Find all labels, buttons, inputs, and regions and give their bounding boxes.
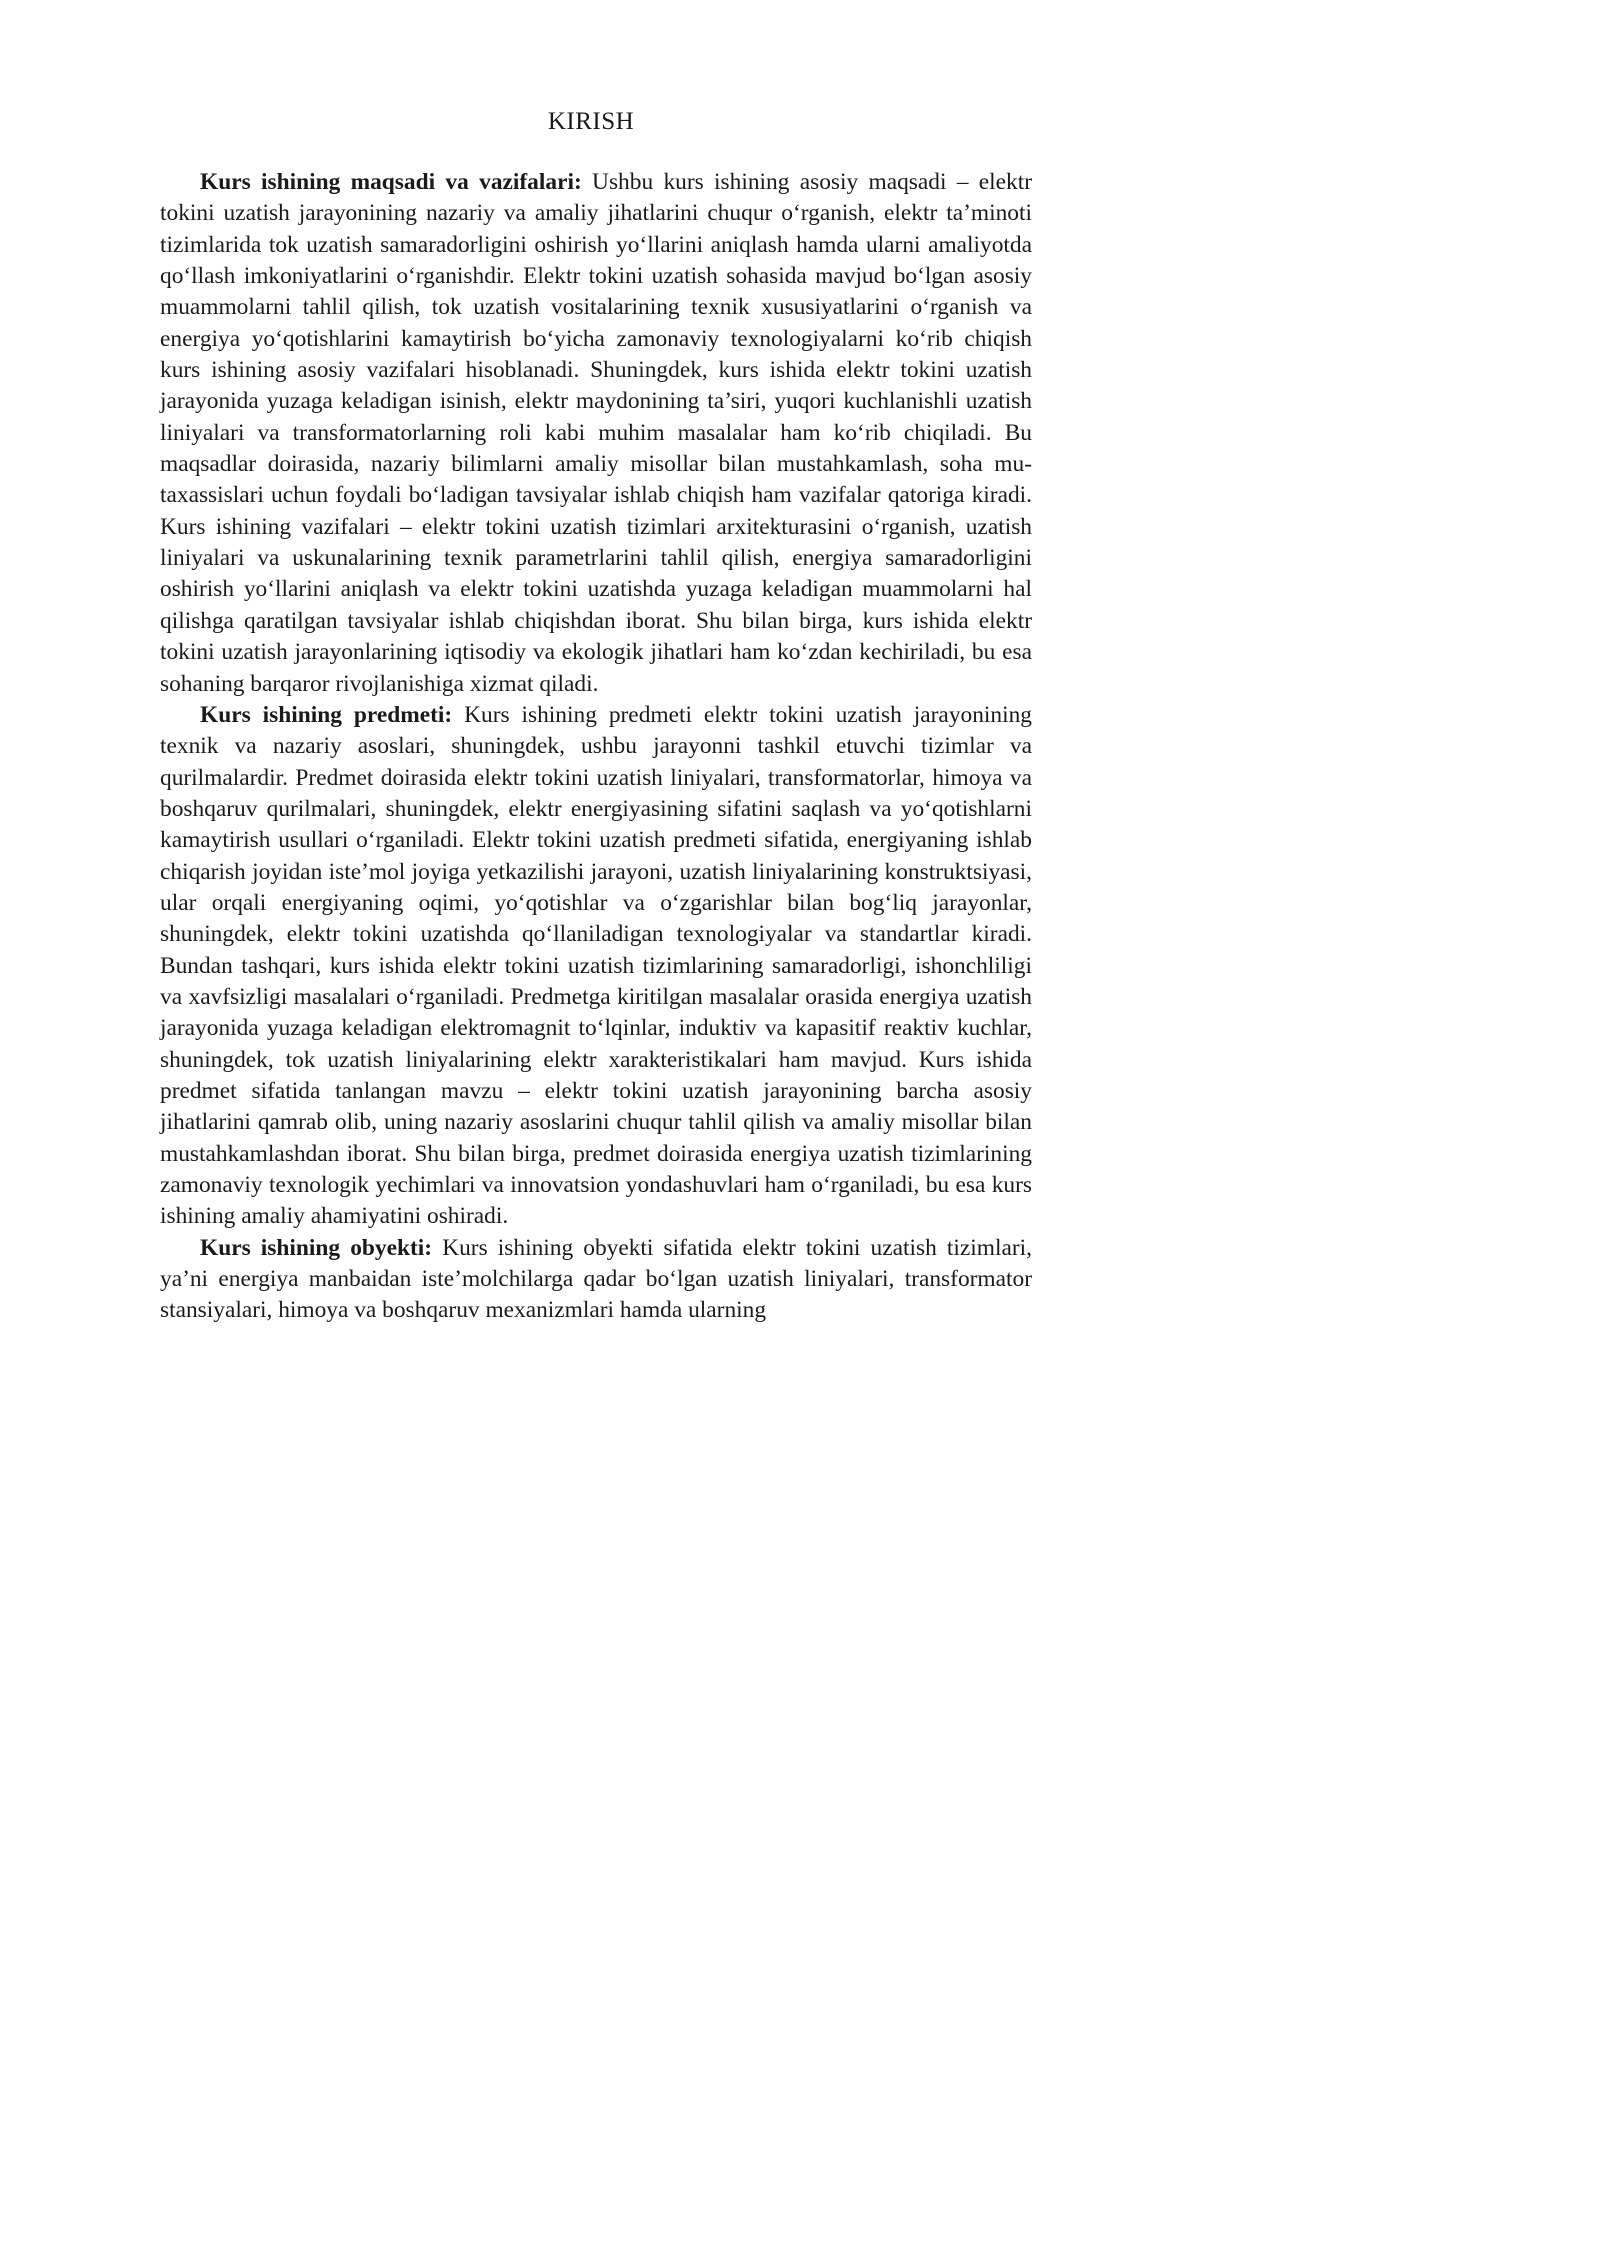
paragraph-text: Kurs ishining predmeti elektr tokini uzatish jarayonining texnik va nazariy asoslari, shuningdek, ushbu jarayonni tashkil etuvchi tizimlar va qurilmalardir. Predmet doirasida elektr tokini uzatish liniyalari, transformatorlar, himoya va boshqaruv qurilmalari, shuningdek, elektr energiyasining sifatini saqlash va yo‘qotishlarni kamaytirish usullari o‘rganiladi. Elektr tokini uzatish predmeti sifatida, energiyaning ishlab chiqarish joyidan iste’mol joyiga yetkazilishi jarayoni, uzatish liniyalarining konstruktsiyasi, ular orqali energiyaning oqimi, yo‘qotishlar va o‘zgarishlar bilan bog‘liq jarayonlar, shuningdek, elektr tokini uzatishda qo‘llaniladigan texnologiyalar va standartlar kiradi. Bundan tashqari, kurs ishida elektr tokini uzatish tizimlarining samaradorligi, ishonchliligi va xavfsizligi masalalari o‘rganiladi. Predmetga kiritilgan masalalar orasida energiya uzatish jarayonida yuzaga keladigan elektromagnit to‘lqinlar, induktiv va kapasitif reaktiv kuchlar, shuningdek, tok uzatish liniyalarining elektr xarakteristikalari ham mavjud. Kurs ishida predmet sifatida tanlangan mavzu – elektr tokini uzatish jarayonining barcha asosiy jihatlarini qamrab olib, uning nazariy asoslarini chuqur tahlil qilish va amaliy misollar bilan mustahkamlashdan iborat. Shu bilan birga, predmet doirasida energiya uzatish tizimlarining zamonaviy texnologik yechimlari va innovatsion yondashuvlari ham o‘rganiladi, bu esa kurs ishining amaliy ahamiyatini oshiradi. [160,701,1032,1230]
page-title: KIRISH [547,108,635,135]
paragraph-subject [160,700,1032,1233]
paragraph-heading: Kurs ishining obyekti: [200,1234,433,1261]
paragraph-heading: Kurs ishining maqsadi va vazifalari: [200,169,582,195]
paragraph-heading: Kurs ishining predmeti: [200,701,453,728]
document-body [160,167,1032,1327]
document-page [0,0,1103,1562]
paragraph-text: Ushbu kurs ishining asosiy maqsadi – elektr tokini uzatish jarayonining nazariy va amaliy jihatlarini chuqur o‘rganish, elektr ta’minoti tizimlarida tok uzatish samaradorligini oshirish yo‘llarini aniqlash hamda ularni amaliyotda qo‘llash imkoniyatlarini o‘rganishdir. Elektr tokini uzatish sohasida mavjud bo‘lgan asosiy muammolarni tahlil qilish, tok uzatish vositalarining texnik xususiyatlarini o‘rganish va energiya yo‘qotishlarini kamaytirish bo‘yicha zamonaviy texnologiyalarni ko‘rib chiqish kurs ishining asosiy vazifalari hisoblanadi. Shuningdek, kurs ishida elektr tokini uzatish jarayonida yuzaga keladigan isinish, elektr maydonining ta’siri, yuqori kuchlanishli uzatish liniyalari va transformatorlarning roli kabi muhim masalalar ham ko‘rib chiqiladi. Bu maqsadlar doirasida, nazariy bilimlarni amaliy misollar bilan mustahkamlash, soha mutaxassislari uchun foydali bo‘ladigan tavsiyalar ishlab chiqish ham vazifalar qatoriga kiradi. Kurs ishining vazifalari – elektr tokini uzatish tizimlari arxitekturasini o‘rganish, uzatish liniyalari va uskunalarining texnik parametrlarini tahlil qilish, energiya samaradorligini oshirish yo‘llarini aniqlash va elektr tokini uzatishda yuzaga keladigan muammolarni hal qilishga qaratilgan tavsiyalar ishlab chiqishdan iborat. Shu bilan birga, kurs ishida elektr tokini uzatish jarayonlarining iqtisodiy va ekologik jihatlari ham ko‘zdan kechiriladi, bu esa sohaning barqaror rivojlanishiga xizmat qiladi. [160,169,1033,697]
paragraph-object [160,1233,1032,1327]
paragraph-goals [160,167,1032,700]
paragraph-text: Kurs ishining obyekti sifatida elektr tokini uzatish tizimlari, ya’ni energiya manbaidan iste’molchilarga qadar bo‘lgan uzatish liniyalari, transformator stansiyalari, himoya va boshqaruv mexanizmlari hamda ularning [160,1234,1032,1324]
